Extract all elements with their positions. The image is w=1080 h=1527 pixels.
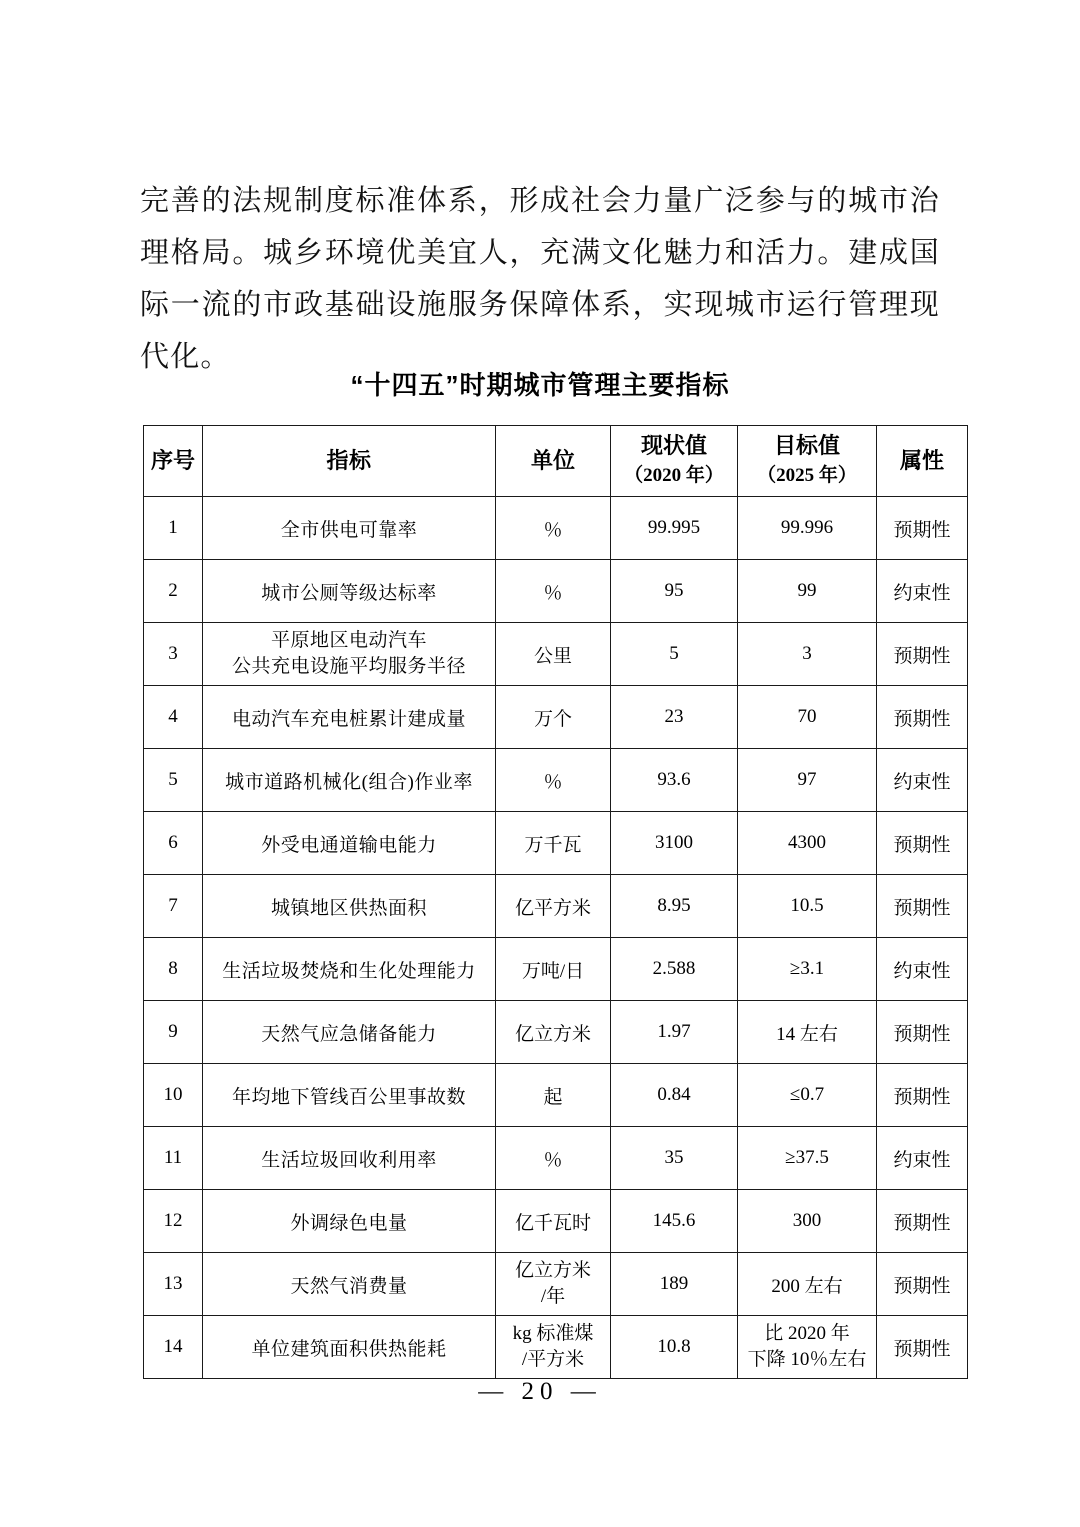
header-indicator: 指标 <box>203 426 496 497</box>
cell-no: 12 <box>144 1190 203 1253</box>
cell-indicator: 平原地区电动汽车 公共充电设施平均服务半径 <box>203 623 496 686</box>
cell-target: 70 <box>738 686 877 749</box>
cell-unit: 公里 <box>496 623 611 686</box>
table-header <box>144 426 968 497</box>
cell-unit: 亿立方米 /年 <box>496 1253 611 1316</box>
cell-current: 99.995 <box>611 497 738 560</box>
table-title: “十四五”时期城市管理主要指标 <box>350 370 730 400</box>
cell-no: 7 <box>144 875 203 938</box>
cell-unit: 起 <box>496 1064 611 1127</box>
cell-attribute: 预期性 <box>877 875 968 938</box>
cell-attribute: 预期性 <box>877 497 968 560</box>
cell-indicator: 城市公厕等级达标率 <box>203 560 496 623</box>
table-row <box>144 1316 968 1379</box>
table-row <box>144 812 968 875</box>
cell-no: 8 <box>144 938 203 1001</box>
cell-current: 3100 <box>611 812 738 875</box>
cell-no: 2 <box>144 560 203 623</box>
cell-unit: ％ <box>496 560 611 623</box>
cell-indicator: 生活垃圾回收利用率 <box>203 1127 496 1190</box>
cell-unit: 亿平方米 <box>496 875 611 938</box>
table-row <box>144 1253 968 1316</box>
cell-attribute: 约束性 <box>877 1127 968 1190</box>
table-row <box>144 497 968 560</box>
cell-no: 10 <box>144 1064 203 1127</box>
cell-current: 35 <box>611 1127 738 1190</box>
cell-attribute: 预期性 <box>877 812 968 875</box>
cell-indicator: 全市供电可靠率 <box>203 497 496 560</box>
cell-unit: ％ <box>496 1127 611 1190</box>
cell-attribute: 约束性 <box>877 560 968 623</box>
header-attribute: 属性 <box>877 426 968 497</box>
cell-no: 6 <box>144 812 203 875</box>
cell-current: 0.84 <box>611 1064 738 1127</box>
page-number: — 20 — <box>478 1378 602 1405</box>
paragraph-text: 完善的法规制度标准体系，形成社会力量广泛参与的城市治理格局。城乡环境优美宜人，充满文化魅力和活力。建成国际一流的市政基础设施服务保障体系，实现城市运行管理现代化。 <box>140 185 940 373</box>
cell-attribute: 预期性 <box>877 1190 968 1253</box>
metrics-table <box>143 425 968 1379</box>
cell-unit: 万千瓦 <box>496 812 611 875</box>
cell-target: 3 <box>738 623 877 686</box>
cell-attribute: 预期性 <box>877 686 968 749</box>
cell-indicator: 外调绿色电量 <box>203 1190 496 1253</box>
cell-indicator: 城市道路机械化(组合)作业率 <box>203 749 496 812</box>
cell-current: 93.6 <box>611 749 738 812</box>
header-current-main: 现状值 <box>640 433 707 458</box>
cell-current: 1.97 <box>611 1001 738 1064</box>
cell-target: 300 <box>738 1190 877 1253</box>
table-row <box>144 1127 968 1190</box>
cell-target: ≥37.5 <box>738 1127 877 1190</box>
cell-indicator: 天然气应急储备能力 <box>203 1001 496 1064</box>
cell-no: 3 <box>144 623 203 686</box>
cell-unit: 亿千瓦时 <box>496 1190 611 1253</box>
cell-target: ≤0.7 <box>738 1064 877 1127</box>
cell-no: 13 <box>144 1253 203 1316</box>
cell-unit: ％ <box>496 749 611 812</box>
cell-no: 11 <box>144 1127 203 1190</box>
cell-current: 2.588 <box>611 938 738 1001</box>
table-row <box>144 686 968 749</box>
cell-attribute: 预期性 <box>877 1001 968 1064</box>
table-row <box>144 1190 968 1253</box>
cell-no: 5 <box>144 749 203 812</box>
cell-indicator: 外受电通道输电能力 <box>203 812 496 875</box>
header-target-sub: （2025 年） <box>757 465 857 486</box>
table-row <box>144 938 968 1001</box>
cell-unit: 万吨/日 <box>496 938 611 1001</box>
cell-indicator: 生活垃圾焚烧和生化处理能力 <box>203 938 496 1001</box>
cell-attribute: 预期性 <box>877 1253 968 1316</box>
cell-unit: 万个 <box>496 686 611 749</box>
cell-current: 145.6 <box>611 1190 738 1253</box>
cell-no: 1 <box>144 497 203 560</box>
cell-attribute: 预期性 <box>877 1316 968 1379</box>
cell-indicator: 城镇地区供热面积 <box>203 875 496 938</box>
cell-unit: ％ <box>496 497 611 560</box>
cell-current: 8.95 <box>611 875 738 938</box>
table-row <box>144 560 968 623</box>
cell-target: 4300 <box>738 812 877 875</box>
table-row <box>144 749 968 812</box>
header-current-sub: （2020 年） <box>624 465 724 486</box>
cell-target: 比 2020 年 下降 10％左右 <box>738 1316 877 1379</box>
cell-target: 200 左右 <box>738 1253 877 1316</box>
table-header-row <box>144 426 968 497</box>
header-no: 序号 <box>144 426 203 497</box>
cell-target: 99 <box>738 560 877 623</box>
header-current <box>611 426 738 497</box>
body-paragraph <box>140 175 940 383</box>
table-row <box>144 623 968 686</box>
cell-indicator: 年均地下管线百公里事故数 <box>203 1064 496 1127</box>
cell-indicator: 天然气消费量 <box>203 1253 496 1316</box>
cell-target: 97 <box>738 749 877 812</box>
header-target <box>738 426 877 497</box>
table-row <box>144 1064 968 1127</box>
cell-current: 10.8 <box>611 1316 738 1379</box>
cell-no: 9 <box>144 1001 203 1064</box>
table-body <box>144 497 968 1379</box>
cell-target: 10.5 <box>738 875 877 938</box>
cell-attribute: 预期性 <box>877 1064 968 1127</box>
cell-attribute: 约束性 <box>877 938 968 1001</box>
cell-target: ≥3.1 <box>738 938 877 1001</box>
table-row <box>144 875 968 938</box>
cell-unit: 亿立方米 <box>496 1001 611 1064</box>
cell-current: 95 <box>611 560 738 623</box>
cell-attribute: 预期性 <box>877 623 968 686</box>
cell-indicator: 电动汽车充电桩累计建成量 <box>203 686 496 749</box>
header-unit: 单位 <box>496 426 611 497</box>
cell-current: 23 <box>611 686 738 749</box>
cell-target: 14 左右 <box>738 1001 877 1064</box>
table-row <box>144 1001 968 1064</box>
cell-current: 5 <box>611 623 738 686</box>
cell-target: 99.996 <box>738 497 877 560</box>
cell-no: 4 <box>144 686 203 749</box>
cell-no: 14 <box>144 1316 203 1379</box>
cell-current: 189 <box>611 1253 738 1316</box>
cell-attribute: 约束性 <box>877 749 968 812</box>
header-target-main: 目标值 <box>773 433 840 458</box>
cell-indicator: 单位建筑面积供热能耗 <box>203 1316 496 1379</box>
cell-unit: kg 标准煤 /平方米 <box>496 1316 611 1379</box>
